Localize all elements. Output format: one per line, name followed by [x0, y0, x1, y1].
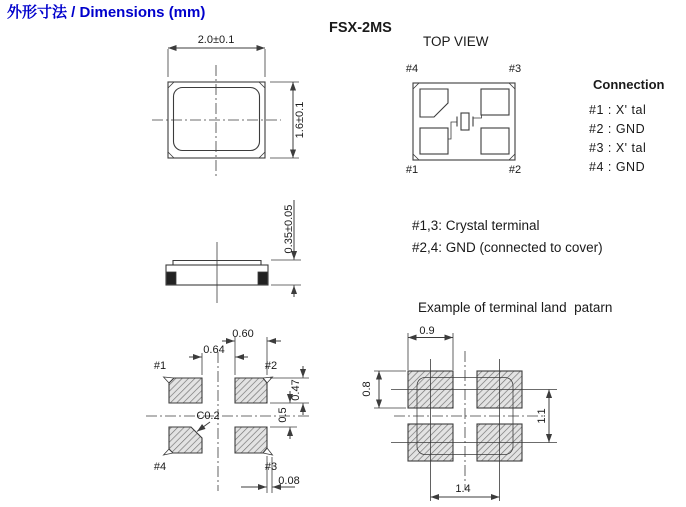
top-view-label: TOP VIEW	[423, 34, 489, 49]
dim-row-gap: 0.5	[277, 407, 289, 423]
top-view-drawing	[413, 83, 515, 160]
dim-land-row-pitch: 1.1	[536, 408, 548, 424]
dim-pad-height: 0.47	[290, 379, 302, 401]
bottom-view-pin-2: #2	[264, 360, 278, 372]
connection-line-1: #1 : X' tal	[589, 103, 647, 117]
connection-heading: Connection	[593, 77, 665, 92]
dim-land-height: 0.8	[361, 381, 373, 397]
top-view-pin-1: #1	[405, 164, 419, 176]
dim-pad-gap: 0.64	[203, 344, 225, 356]
top-view-pin-3: #3	[508, 63, 522, 75]
dim-body-thickness: 0.35±0.05	[283, 204, 295, 254]
connection-line-4: #4 : GND	[589, 160, 646, 174]
top-view-pin-2: #2	[508, 164, 522, 176]
outline-drawing	[152, 48, 299, 177]
dim-pad-width: 0.60	[232, 328, 254, 340]
connection-line-2: #2 : GND	[589, 122, 646, 136]
model-label: FSX-2MS	[329, 20, 392, 36]
bottom-view-pin-4: #4	[153, 461, 167, 473]
connection-line-3: #3 : X' tal	[589, 141, 647, 155]
top-view-pin-4: #4	[405, 63, 419, 75]
dim-body-width: 2.0±0.1	[197, 34, 235, 46]
dim-chamfer: C0.2	[196, 410, 220, 422]
side-view-drawing	[166, 200, 301, 303]
note-gnd-terminals: #2,4: GND (connected to cover)	[412, 240, 603, 255]
page-title: 外形寸法 / Dimensions (mm)	[7, 4, 206, 21]
land-pattern-drawing	[374, 333, 557, 501]
dim-land-col-pitch: 1.4	[455, 483, 471, 495]
note-crystal-terminals: #1,3: Crystal terminal	[412, 218, 540, 233]
dim-body-height: 1.6±0.1	[294, 101, 306, 139]
bottom-view-pin-1: #1	[153, 360, 167, 372]
land-pattern-heading: Example of terminal land patarn	[418, 300, 613, 315]
dim-land-width: 0.9	[419, 325, 435, 337]
dim-edge-offset: 0.08	[278, 475, 300, 487]
bottom-view-pin-3: #3	[264, 461, 278, 473]
